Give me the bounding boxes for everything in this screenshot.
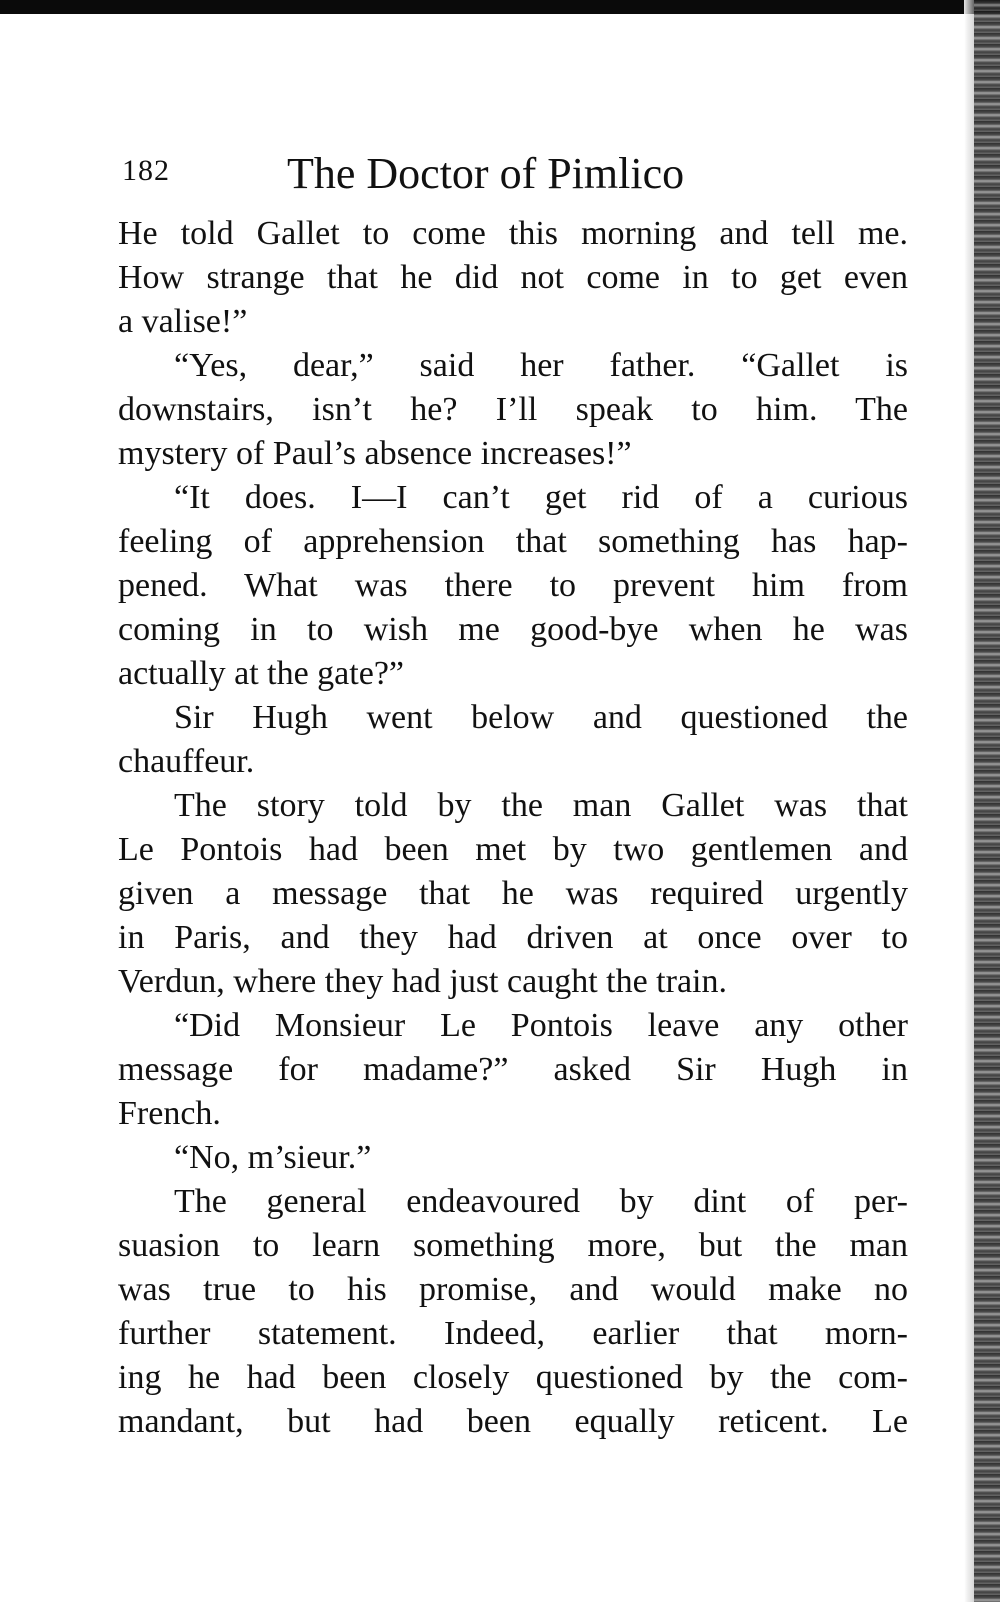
text-line: in Paris, and they had driven at once over to	[118, 919, 908, 956]
text-line: “No, m’sieur.”	[174, 1139, 372, 1176]
body-text	[118, 212, 930, 1444]
text-line: Le Pontois had been met by two gentlemen and	[118, 831, 908, 868]
text-line: a valise!”	[118, 303, 248, 340]
text-line: He told Gallet to come this morning and tell me.	[118, 215, 908, 252]
text-line: downstairs, isn’t he? I’ll speak to him. The	[118, 391, 908, 428]
text-line: mandant, but had been equally reticent. Le	[118, 1403, 908, 1440]
text-line: suasion to learn something more, but the man	[118, 1227, 908, 1264]
text-line: The general endeavoured by dint of per-	[174, 1183, 908, 1220]
text-line: mystery of Paul’s absence increases!”	[118, 435, 632, 472]
text-line: “Yes, dear,” said her father. “Gallet is	[174, 347, 908, 384]
page-header	[122, 148, 922, 208]
top-border	[0, 0, 1000, 14]
page-number: 182	[122, 154, 170, 187]
text-line: Verdun, where they had just caught the train.	[118, 963, 727, 1000]
text-line: coming in to wish me good-bye when he was	[118, 611, 908, 648]
text-line: was true to his promise, and would make no	[118, 1271, 908, 1308]
text-line: ing he had been closely questioned by the com-	[118, 1359, 908, 1396]
page-edge-shadow	[974, 0, 1000, 1602]
text-line: The story told by the man Gallet was that	[174, 787, 908, 824]
text-line: French.	[118, 1095, 221, 1132]
text-line: Sir Hugh went below and questioned the	[174, 699, 908, 736]
text-line: further statement. Indeed, earlier that morn-	[118, 1315, 908, 1352]
text-line: feeling of apprehension that something has hap-	[118, 523, 908, 560]
running-title: The Doctor of Pimlico	[287, 149, 685, 198]
text-line: “It does. I—I can’t get rid of a curious	[174, 479, 908, 516]
text-line: message for madame?” asked Sir Hugh in	[118, 1051, 908, 1088]
text-line: chauffeur.	[118, 743, 255, 780]
text-line: “Did Monsieur Le Pontois leave any other	[174, 1007, 908, 1044]
text-line: How strange that he did not come in to get even	[118, 259, 908, 296]
text-line: pened. What was there to prevent him from	[118, 567, 908, 604]
text-line: given a message that he was required urgently	[118, 875, 908, 912]
text-line: actually at the gate?”	[118, 655, 404, 692]
